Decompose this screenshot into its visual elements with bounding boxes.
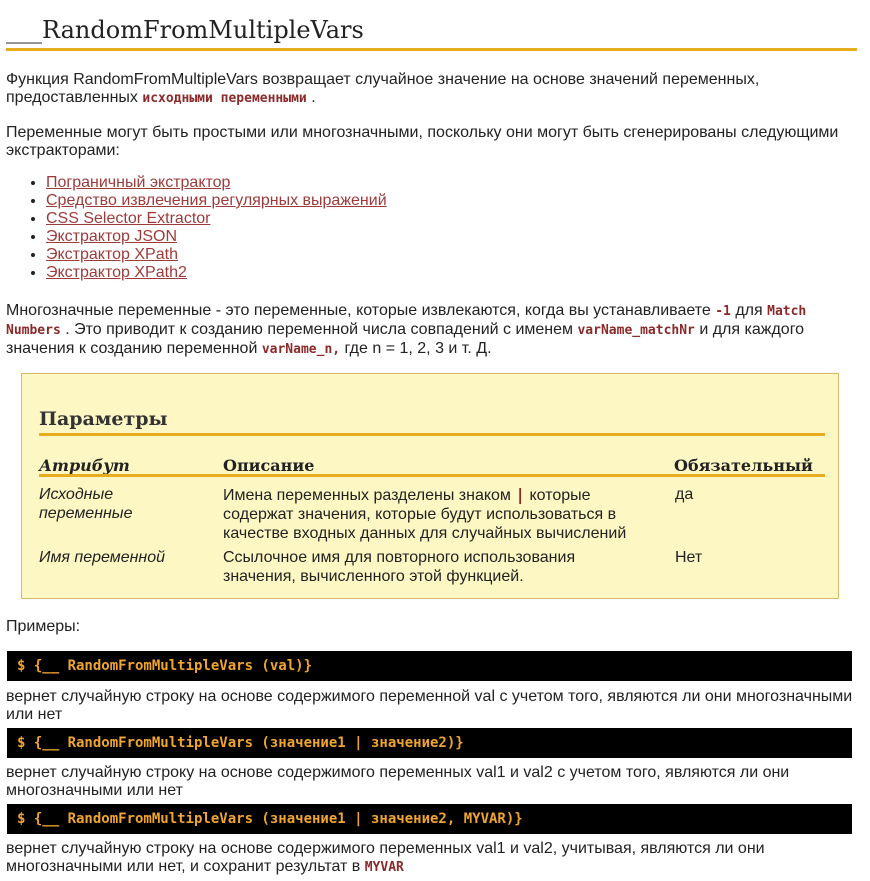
example1-code: $ {__ RandomFromMultipleVars (val)} <box>7 651 852 681</box>
multi-text-5: где n = 1, 2, 3 и т. Д. <box>340 340 492 357</box>
extractor-list <box>6 174 387 282</box>
list-item <box>46 228 387 246</box>
link-xpath2-extractor[interactable]: Экстрактор XPath2 <box>46 264 187 281</box>
multi-code-4: varName_n, <box>261 342 341 357</box>
header-attribute: Атрибут <box>39 456 130 475</box>
example2-description: вернет случайную строку на основе содержимого переменных val1 и val2 с учетом того, являются ли они многозначными или нет <box>6 764 790 799</box>
intro-text: Функция RandomFromMultipleVars возвращает случайное значение на основе значений переменных, предоставленных <box>6 71 760 106</box>
examples-label: Примеры: <box>6 618 81 635</box>
intro-paragraph <box>6 71 856 108</box>
example3-description <box>6 840 856 877</box>
multivalue-paragraph <box>6 302 856 359</box>
header-description: Описание <box>223 456 315 475</box>
parameters-title: Параметры <box>39 408 825 436</box>
multi-text-4: и для каждого значения к созданию переменной <box>6 321 805 357</box>
example1-description: вернет случайную строку на основе содержимого переменной val с учетом того, являются ли они многозначными или нет <box>6 688 853 723</box>
page-title: ___RandomFromMultipleVars <box>6 14 857 51</box>
row1-required: да <box>675 486 694 503</box>
multi-code-3: varName_matchNr <box>577 323 695 338</box>
multi-code-1: -1 <box>715 304 731 319</box>
row2-required: Нет <box>675 549 703 566</box>
list-item <box>46 192 387 210</box>
list-item <box>46 174 387 192</box>
multi-code-2: Match Numbers <box>6 304 807 338</box>
example2-code: $ {__ RandomFromMultipleVars (значение1 | значение2)} <box>7 728 852 758</box>
row2-attribute: Имя переменной <box>39 549 165 566</box>
row1-attribute: Исходные переменные <box>39 486 133 522</box>
multi-text-3: . Это приводит к созданию переменной числа совпадений с именем <box>60 321 578 338</box>
example3-desc-code: MYVAR <box>364 860 404 875</box>
intro-code: исходными переменными <box>142 91 307 106</box>
link-css-extractor[interactable]: CSS Selector Extractor <box>46 210 211 227</box>
link-regex-extractor[interactable]: Средство извлечения регулярных выражений <box>46 192 387 209</box>
multi-text-2: для <box>730 302 768 319</box>
multi-text-1: Многозначные переменные - это переменные, которые извлекаются, когда вы устанавливаете <box>6 302 716 319</box>
row1-description <box>223 485 643 543</box>
row2-description <box>223 548 623 586</box>
example3-desc-text: вернет случайную строку на основе содержимого переменных val1 и val2, учитывая, являются ли они многозначными или нет, и сохранит результат в <box>6 840 765 875</box>
row2-desc-a: Ссылочное имя для повторного использования значения, вычисленного этой функцией. <box>223 549 576 585</box>
list-item <box>46 210 387 228</box>
header-divider <box>39 474 825 477</box>
link-boundary-extractor[interactable]: Пограничный экстрактор <box>46 174 231 191</box>
parameters-box <box>21 373 839 599</box>
example3-code: $ {__ RandomFromMultipleVars (значение1 | значение2, MYVAR)} <box>7 804 852 834</box>
intro-end: . <box>306 89 316 106</box>
list-item <box>46 246 387 264</box>
list-item <box>46 264 387 282</box>
header-required: Обязательный <box>674 456 813 475</box>
row1-desc-pipe: | <box>515 485 526 504</box>
extractors-paragraph: Переменные могут быть простыми или многозначными, поскольку они могут быть сгенерированы следующими экстракторами: <box>6 124 839 159</box>
row1-desc-a: Имена переменных разделены знаком <box>223 487 516 504</box>
row1-desc-b: которые содержат значения, которые будут использоваться в качестве входных данных для случайных вычислений <box>223 487 627 542</box>
link-json-extractor[interactable]: Экстрактор JSON <box>46 228 178 245</box>
link-xpath-extractor[interactable]: Экстрактор XPath <box>46 246 178 263</box>
